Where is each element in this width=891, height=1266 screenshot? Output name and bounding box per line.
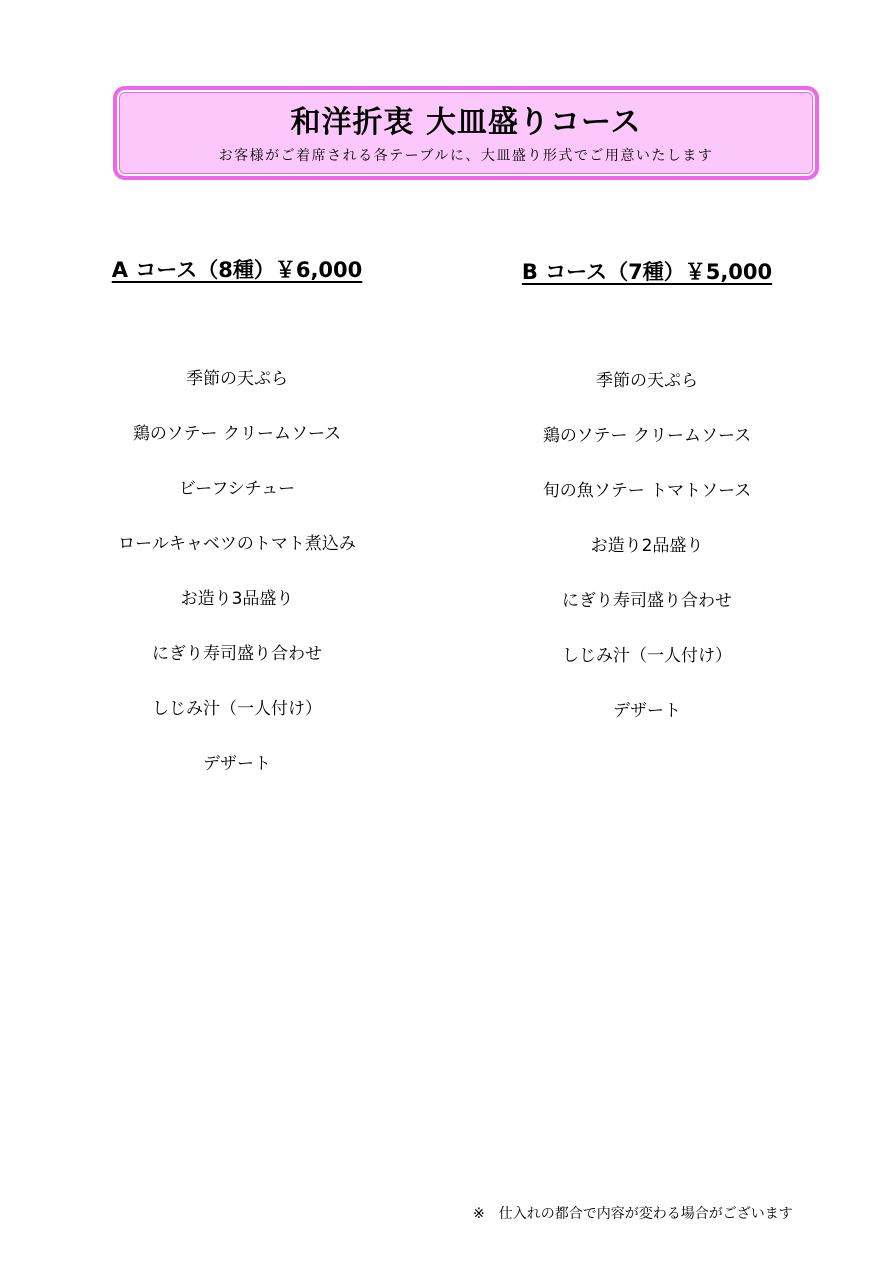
menu-item: にぎり寿司盛り合わせ [152, 644, 322, 664]
course-a-heading: A コース（8種）￥6,000 [111, 258, 363, 282]
menu-item: しじみ汁（一人付け） [152, 699, 322, 719]
page-title: 和洋折衷 大皿盛りコース [290, 105, 642, 140]
header-banner [113, 86, 819, 180]
menu-item: デザート [203, 754, 271, 774]
footnote: ※ 仕入れの都合で内容が変わる場合がございます [473, 1206, 793, 1222]
menu-item: 鶏のソテー クリームソース [132, 424, 342, 444]
course-b [482, 258, 812, 721]
menu-item: デザート [613, 701, 681, 721]
course-b-menu-list [482, 368, 812, 753]
course-b-heading: B コース（7種）￥5,000 [521, 260, 773, 284]
course-a [72, 256, 402, 774]
menu-item: 旬の魚ソテー トマトソース [542, 481, 752, 501]
course-a-menu-list [72, 366, 402, 806]
menu-item: 季節の天ぷら [596, 371, 698, 391]
page-subtitle: お客様がご着席される各テーブルに、大皿盛り形式でご用意いたします [218, 148, 714, 164]
menu-item: ビーフシチュー [178, 479, 296, 499]
menu-item: 鶏のソテー クリームソース [542, 426, 752, 446]
menu-item: お造り3品盛り [180, 589, 294, 609]
menu-item: にぎり寿司盛り合わせ [562, 591, 732, 611]
menu-item: 季節の天ぷら [186, 369, 288, 389]
menu-item: ロールキャベツのトマト煮込み [118, 534, 356, 554]
menu-item: しじみ汁（一人付け） [562, 646, 732, 666]
menu-item: お造り2品盛り [590, 536, 704, 556]
